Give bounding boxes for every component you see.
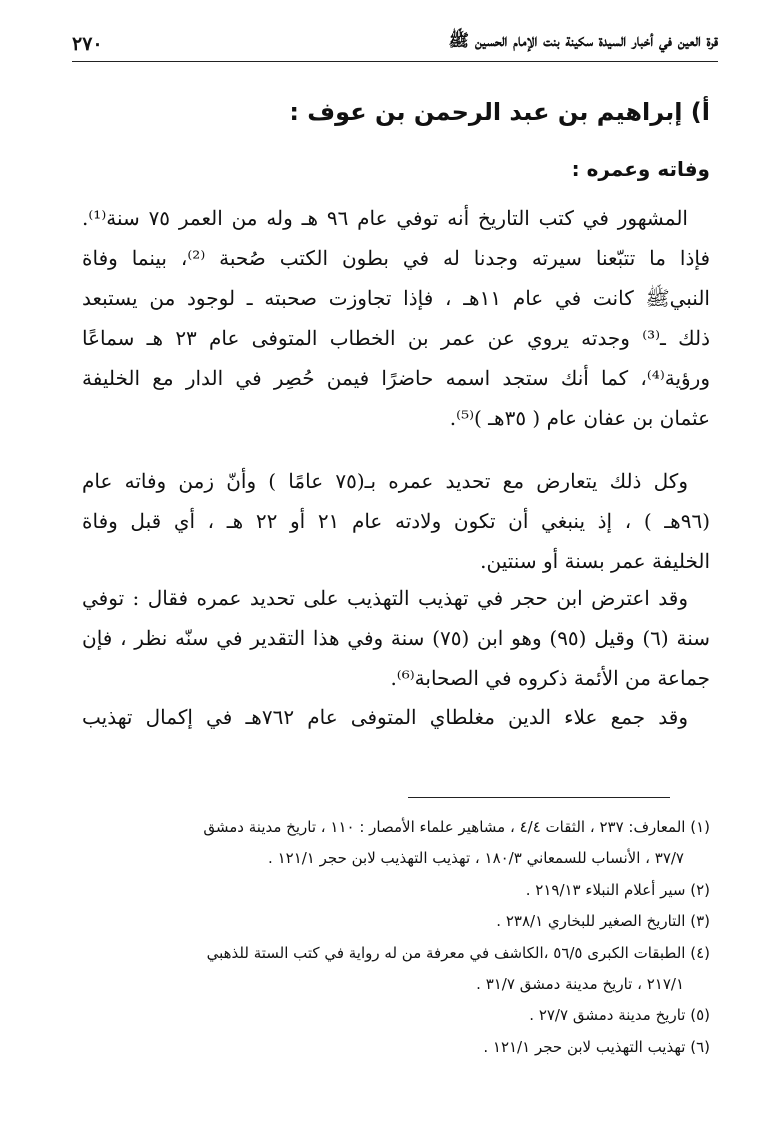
paragraph-line: (٩٦هـ ) ، إذ ينبغي أن تكون ولادته عام ٢١ أو ٢٢ هـ ، أي قبل وفاة: [82, 509, 710, 533]
footnote-line: (٥) تاريخ مدينة دمشق ٢٧/٧ .: [529, 1006, 710, 1025]
running-title: قرة العين في أخبار السيدة سكينة بنت الإمام الحسين ﷺ: [448, 31, 718, 51]
paragraph-line: فإذا ما تتبّعنا سيرته وجدنا له في بطون الكتب صُحبة ⁽²⁾، بينما وفاة: [82, 246, 710, 270]
footnote-line: (٢) سير أعلام النبلاء ٢١٩/١٣ .: [525, 880, 710, 899]
page-number: ٢٧٠: [72, 33, 103, 55]
paragraph-line: وكل ذلك يتعارض مع تحديد عمره بـ(٧٥ عامًا ) وأنّ زمن وفاته عام: [82, 469, 688, 493]
footnotes: [82, 812, 710, 1063]
subsection-title: وفاته وعمره :: [571, 157, 710, 181]
paragraph-line: جماعة من الأئمة ذكروه في الصحابة⁽⁶⁾.: [390, 666, 710, 690]
footnote-line: (٦) تهذيب التهذيب لابن حجر ١٢١/١ .: [483, 1037, 710, 1056]
footnote-line: (١) المعارف: ٢٣٧ ، الثقات ٤/٤ ، مشاهير علماء الأمصار : ١١٠ ، تاريخ مدينة دمشق: [203, 818, 710, 836]
footnote-line: ٣٧/٧ ، الأنساب للسمعاني ١٨٠/٣ ، تهذيب التهذيب لابن حجر ١٢١/١ .: [268, 849, 684, 868]
paragraph-1: [82, 198, 710, 438]
paragraph-line: وقد اعترض ابن حجر في تهذيب التهذيب على تحديد عمره فقال : توفي: [82, 586, 688, 610]
paragraph-line: وقد جمع علاء الدين مغلطاي المتوفى عام ٧٦٢هـ في إكمال تهذيب: [82, 705, 689, 729]
footnote-line: (٣) التاريخ الصغير للبخاري ٢٣٨/١ .: [496, 912, 710, 931]
paragraph-line: ورؤية⁽⁴⁾، كما أنك ستجد اسمه حاضرًا فيمن حُصِر في الدار مع الخليفة: [82, 366, 710, 390]
paragraph-line: الخليفة عمر بسنة أو سنتين.: [480, 549, 710, 573]
paragraph-2: [82, 461, 710, 581]
footnote-line: ٢١٧/١ ، تاريخ مدينة دمشق ٣١/٧ .: [476, 974, 684, 993]
paragraph-3: [82, 578, 710, 698]
section-title: أ) إبراهيم بن عبد الرحمن بن عوف :: [289, 98, 710, 126]
paragraph-4: [82, 697, 710, 737]
paragraph-line: عثمان بن عفان عام ( ٣٥هـ )⁽⁵⁾.: [449, 406, 710, 430]
page-header: [72, 28, 718, 62]
footnote-line: (٤) الطبقات الكبرى ٥٦/٥ ،الكاشف في معرفة من له رواية في كتب الستة للذهبي: [206, 943, 710, 962]
footnote-separator: [408, 797, 670, 798]
paragraph-line: ذلك ـ⁽³⁾ وجدته يروي عن عمر بن الخطاب المتوفى عام ٢٣ هـ سماعًا: [82, 326, 710, 350]
paragraph-line: المشهور في كتب التاريخ أنه توفي عام ٩٦ هـ وله من العمر ٧٥ سنة⁽¹⁾.: [82, 206, 688, 230]
paragraph-line: النبيﷺ كانت في عام ١١هـ ، فإذا تجاوزت صحبته ـ لوجود من يستبعد: [82, 286, 710, 310]
paragraph-line: سنة (٦) وقيل (٩٥) وهو ابن (٧٥) سنة وفي هذا التقدير في سنّه نظر ، فإن: [82, 626, 710, 650]
